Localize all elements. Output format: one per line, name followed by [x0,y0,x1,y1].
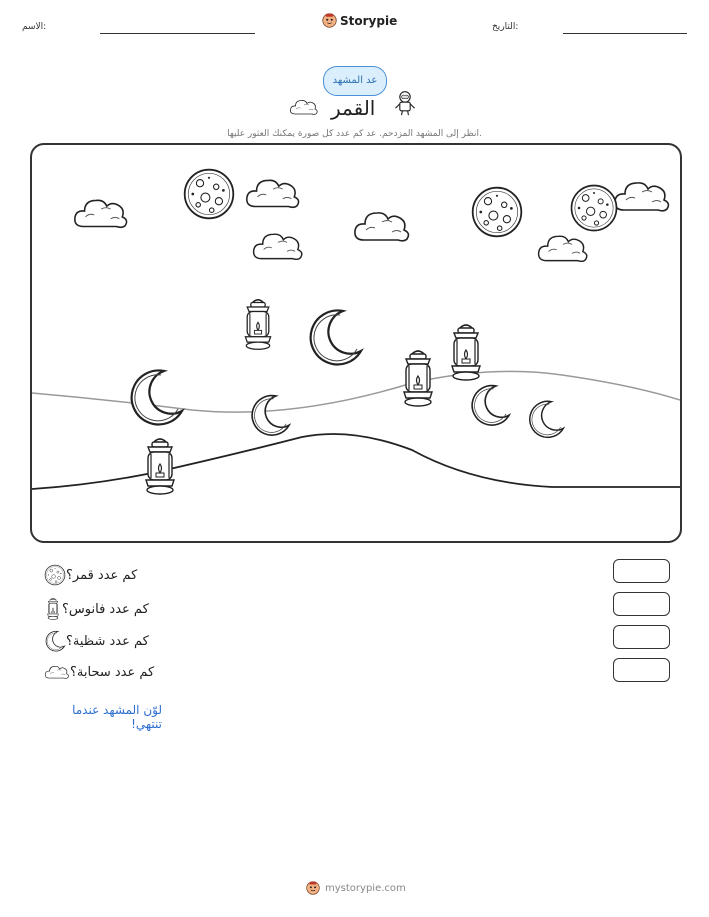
crescent-icon [132,370,182,424]
answer-box-moon[interactable] [613,559,670,583]
question-moon: كم عدد قمر؟ [66,567,138,583]
lantern-icon [245,300,270,350]
cloud-icon [355,213,409,241]
question-row-crescent [38,630,238,652]
moon-icon [44,564,66,586]
cloud-icon [44,663,70,681]
question-row-moon [38,564,238,586]
moon-icon [473,188,522,237]
lantern-icon [146,439,174,494]
name-label: الاسم: [22,22,47,32]
lantern-icon [452,325,480,380]
crescent-icon [472,386,509,426]
answer-box-lantern[interactable] [613,592,670,616]
brand-logo [322,13,397,28]
title-cloud-icon [289,96,319,118]
moon-icon [572,186,617,231]
crescent-icon [530,401,564,437]
footer [306,881,406,895]
date-field[interactable] [563,33,687,34]
moon-icon [185,170,234,219]
front-hill-line [32,434,680,489]
astronaut-icon [392,90,418,116]
question-row-lantern [38,597,238,621]
crescent-icon [44,630,66,652]
name-field[interactable] [100,33,255,34]
answer-box-cloud[interactable] [613,658,670,682]
lantern-icon [404,351,432,406]
cloud-icon [254,234,302,259]
crescent-icon [252,396,289,436]
cloud-icon [539,236,587,261]
cloud-icon [247,180,299,207]
counting-scene[interactable] [30,143,682,543]
crescent-icon [311,310,361,364]
question-cloud: كم عدد سحابة؟ [70,664,155,680]
question-lantern: كم عدد فانوس؟ [62,601,149,617]
storypie-logo-icon [322,13,337,28]
page-title: القمر [331,96,376,120]
question-crescent: كم عدد شظية؟ [66,633,149,649]
date-label: التاريخ: [492,22,519,32]
storypie-logo-icon [306,881,320,895]
back-hill-line [32,371,680,412]
cloud-icon [75,200,127,227]
lantern-icon [44,597,62,621]
scene-canvas [32,145,680,541]
question-row-cloud [38,663,238,681]
instructions: انظر إلى المشهد المزدحم. عد كم عدد كل صورة يمكنك العثور عليها. [227,129,482,139]
cloud-icon [615,183,669,211]
activity-badge: عد المشهد [323,66,387,96]
answer-box-crescent[interactable] [613,625,670,649]
footer-url[interactable]: mystorypie.com [325,882,406,894]
color-instruction: لوّن المشهد عندما تنتهي! [72,703,162,731]
brand-name: Storypie [340,13,398,28]
